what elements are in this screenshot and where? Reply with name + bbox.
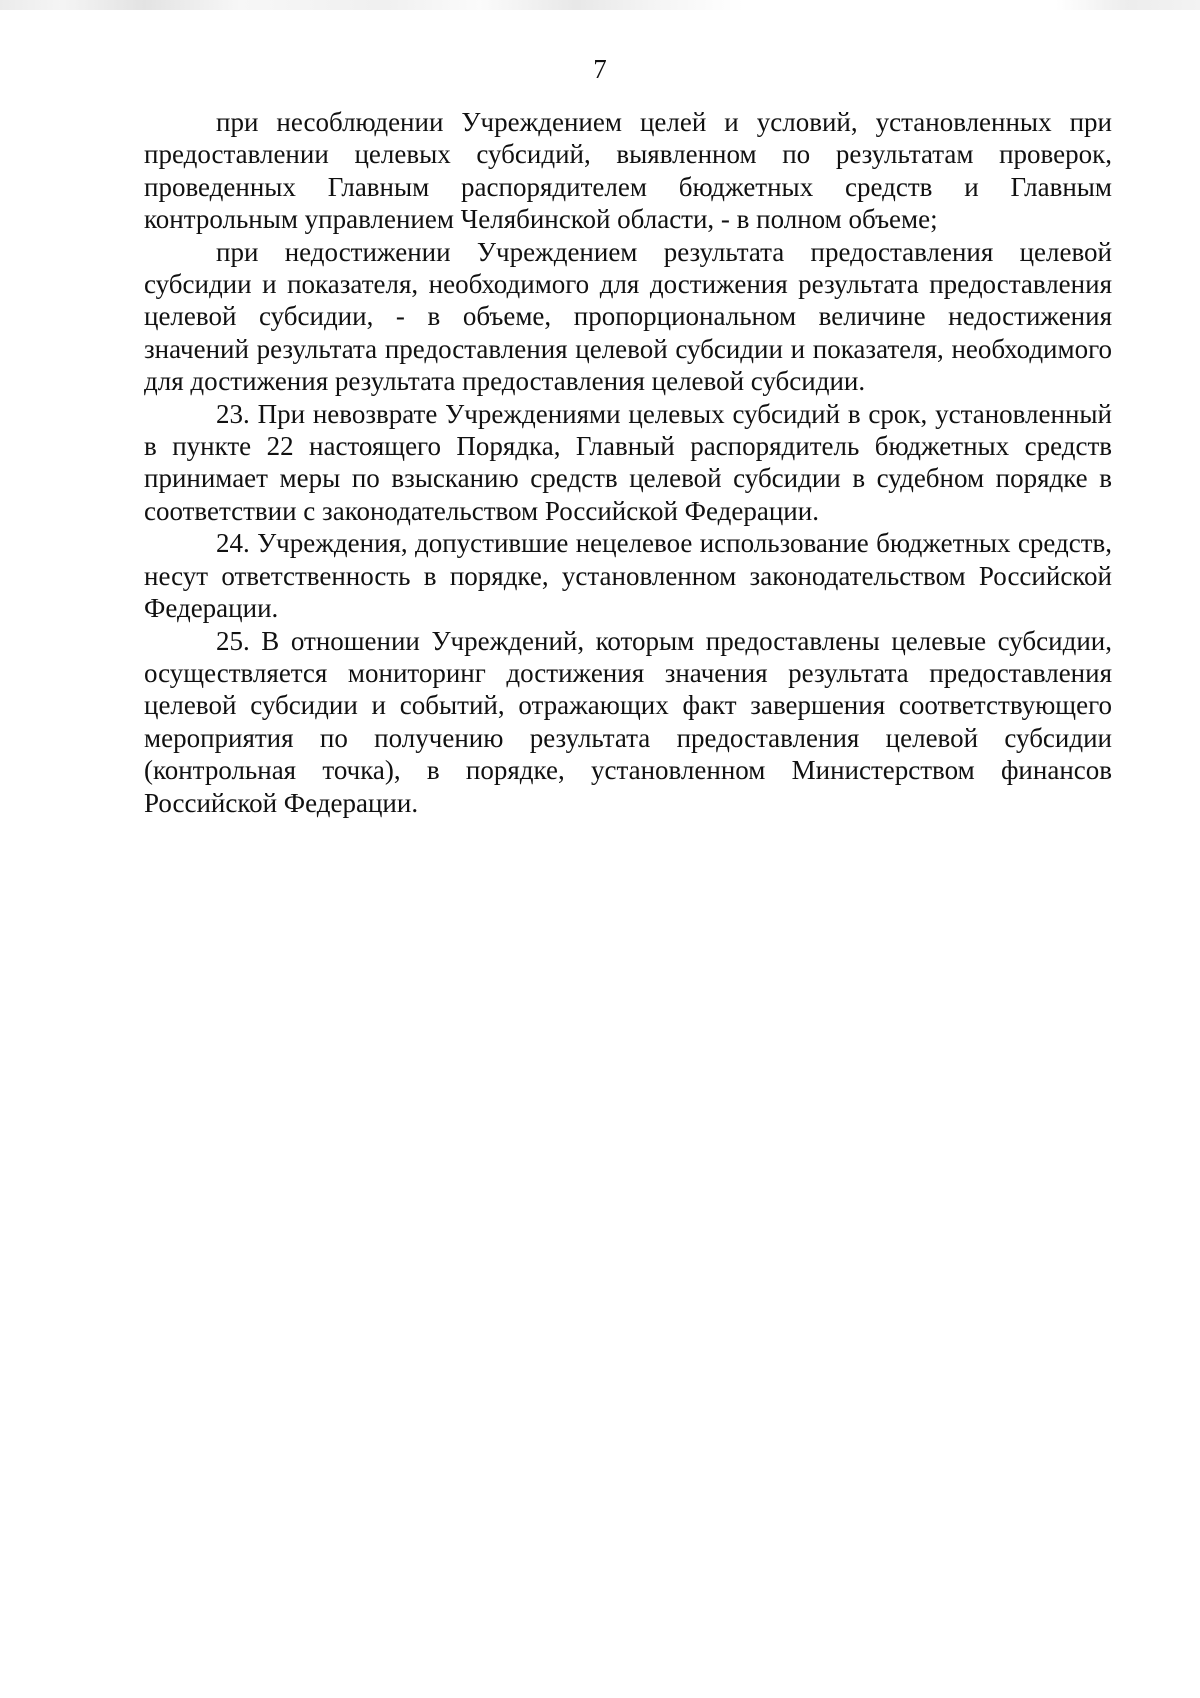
paragraph-noncompliance-clause: при несоблюдении Учреждением целей и условий, установленных при предоставлении целевых субсидий, выявленном по результатам проверок, проведенных Главным распорядителем бюджетных средств и Главным контрольным управлением Челябинской области, - в полном объеме; <box>144 107 1112 235</box>
scan-edge <box>0 0 1200 10</box>
document-body <box>144 106 1112 819</box>
page-number: 7 <box>593 54 607 84</box>
paragraph-item-25: 25. В отношении Учреждений, которым предоставлены целевые субсидии, осуществляется мониторинг достижения значения результата предоставления целевой субсидии и событий, отражающих факт завершения соответствующего мероприятия по получению результата предоставления целевой субсидии (контрольная точка), в порядке, установленном Министерством финансов Российской Федерации. <box>144 625 1112 818</box>
paragraph-item-23: 23. При невозврате Учреждениями целевых субсидий в срок, установленный в пункте 22 настоящего Порядка, Главный распорядитель бюджетных средств принимает меры по взысканию средств целевой субсидии в судебном порядке в соответствии с законодательством Российской Федерации. <box>144 398 1112 526</box>
paragraph-item-24: 24. Учреждения, допустившие нецелевое использование бюджетных средств, несут ответственность в порядке, установленном законодательством Российской Федерации. <box>144 528 1112 624</box>
paragraph-nonachievement-clause: при недостижении Учреждением результата предоставления целевой субсидии и показателя, необходимого для достижения результата предоставления целевой субсидии, - в объеме, пропорциональном величине недостижения значений результата предоставления целевой субсидии и показателя, необходимого для достижения результата предоставления целевой субсидии. <box>144 236 1112 397</box>
